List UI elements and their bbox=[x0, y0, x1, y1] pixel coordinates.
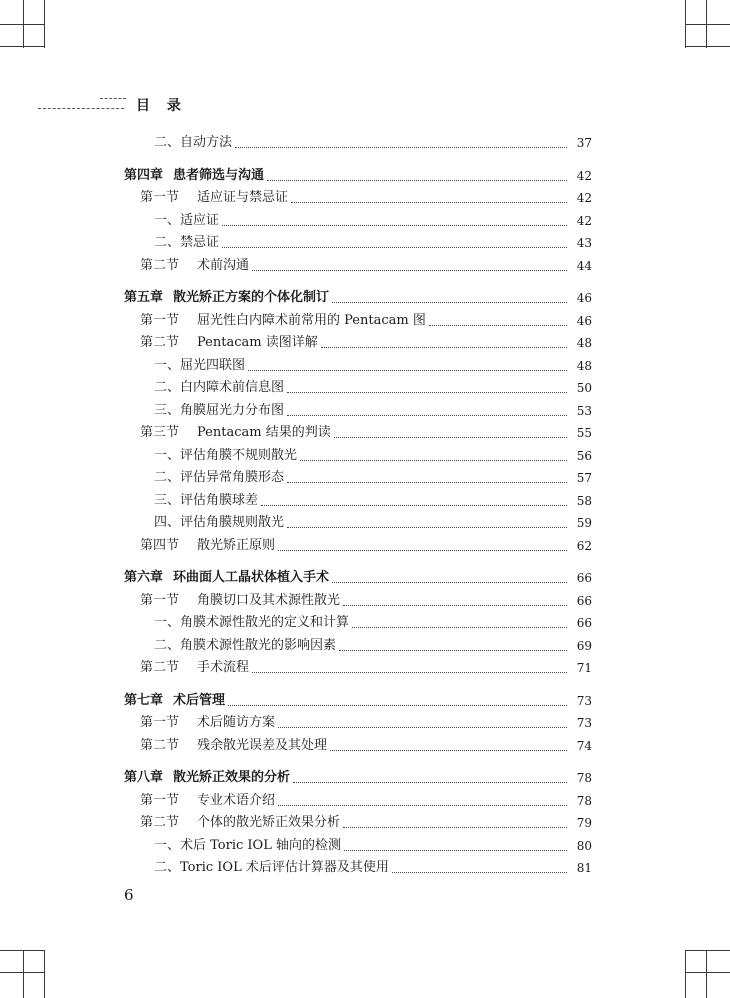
crop-mark bbox=[685, 950, 686, 998]
toc-entry-title: 术后随访方案 bbox=[197, 715, 276, 730]
crop-mark bbox=[44, 950, 45, 998]
toc-entry-number: 第二节 bbox=[140, 335, 180, 350]
dot-leader bbox=[343, 604, 567, 606]
toc-section-row[interactable] bbox=[0, 790, 730, 812]
toc-page-number: 73 bbox=[576, 693, 592, 708]
dot-leader bbox=[228, 704, 567, 706]
dot-leader bbox=[352, 626, 567, 628]
dot-leader bbox=[278, 726, 567, 728]
toc-section-row[interactable] bbox=[0, 332, 730, 354]
toc-item-row[interactable] bbox=[0, 857, 730, 879]
toc-page-number: 80 bbox=[576, 838, 592, 853]
dot-leader bbox=[344, 849, 567, 851]
crop-mark bbox=[685, 950, 730, 951]
toc-entry-title: 专业术语介绍 bbox=[197, 792, 276, 808]
toc-entry-number: 第一节 bbox=[140, 312, 180, 328]
toc-page-number: 73 bbox=[576, 716, 592, 730]
toc-page-number: 48 bbox=[576, 358, 592, 373]
toc-page-number: 66 bbox=[576, 593, 592, 608]
toc-entry-title: 残余散光误差及其处理 bbox=[197, 737, 328, 753]
toc-entry-title: 四、评估角膜规则散光 bbox=[154, 515, 285, 530]
dot-leader bbox=[332, 581, 567, 583]
toc-entry-number: 第八章 bbox=[124, 770, 164, 785]
toc-chapter-row[interactable] bbox=[0, 287, 730, 309]
toc-section-row[interactable] bbox=[0, 712, 730, 734]
toc-item-row[interactable] bbox=[0, 467, 730, 489]
toc-item-row[interactable] bbox=[0, 210, 730, 232]
toc-section-row[interactable] bbox=[0, 535, 730, 557]
toc-entry-title: 屈光性白内障术前常用的 Pentacam 图 bbox=[197, 312, 426, 328]
crop-mark bbox=[0, 972, 44, 973]
toc-item-row[interactable] bbox=[0, 400, 730, 422]
dot-leader bbox=[287, 481, 567, 483]
toc-entry-number: 第一节 bbox=[140, 792, 180, 808]
dot-leader bbox=[248, 369, 567, 371]
dot-leader bbox=[429, 324, 567, 326]
toc-chapter-row[interactable] bbox=[0, 567, 730, 589]
toc-entry-title: 一、角膜术源性散光的定义和计算 bbox=[154, 615, 350, 630]
header-rule bbox=[100, 98, 126, 99]
dot-leader bbox=[261, 504, 567, 506]
crop-mark bbox=[0, 950, 44, 951]
toc-section-row[interactable] bbox=[0, 422, 730, 444]
toc-page-number: 48 bbox=[576, 336, 592, 350]
dot-leader bbox=[267, 179, 567, 181]
toc-page-number: 62 bbox=[576, 538, 592, 553]
toc-page-number: 81 bbox=[576, 861, 592, 875]
toc-section-row[interactable] bbox=[0, 255, 730, 277]
toc-page-number: 69 bbox=[576, 638, 592, 653]
toc-entry-number: 第二节 bbox=[140, 737, 180, 753]
toc-entry-title: 二、评估异常角膜形态 bbox=[154, 470, 285, 485]
dot-leader bbox=[287, 526, 567, 528]
toc-page-number: 66 bbox=[576, 571, 592, 585]
crop-mark bbox=[23, 950, 24, 998]
toc-entry-number: 第四章 bbox=[124, 167, 164, 183]
toc-page-number: 74 bbox=[576, 738, 592, 753]
toc-entry-title: 二、禁忌证 bbox=[154, 235, 220, 250]
toc-entry-title: 术前沟通 bbox=[197, 257, 250, 273]
toc-entry-number: 第一节 bbox=[140, 715, 180, 730]
toc-page-number: 57 bbox=[576, 471, 592, 485]
dot-leader bbox=[278, 549, 567, 551]
dot-leader bbox=[334, 436, 567, 438]
toc-entry-number: 第三节 bbox=[140, 425, 180, 440]
toc-page-number: 66 bbox=[576, 616, 592, 630]
toc-section-row[interactable] bbox=[0, 310, 730, 332]
dot-leader bbox=[287, 391, 567, 393]
toc-item-row[interactable] bbox=[0, 490, 730, 512]
toc-entry-title: Pentacam 结果的判读 bbox=[197, 425, 331, 440]
toc-section-row[interactable] bbox=[0, 590, 730, 612]
dot-leader bbox=[252, 671, 567, 673]
toc-page-number: 79 bbox=[576, 816, 592, 830]
toc-page-number: 42 bbox=[576, 213, 592, 228]
dot-leader bbox=[291, 201, 567, 203]
toc-page-number: 42 bbox=[576, 191, 592, 205]
toc-chapter-row[interactable] bbox=[0, 165, 730, 187]
dot-leader bbox=[392, 871, 567, 873]
toc-item-row[interactable] bbox=[0, 132, 730, 154]
toc-entry-title: 二、白内障术前信息图 bbox=[154, 380, 285, 395]
crop-mark bbox=[44, 0, 45, 48]
crop-mark bbox=[685, 46, 730, 47]
toc-entry-title: 散光矫正方案的个体化制订 bbox=[173, 290, 330, 305]
toc-page-number: 37 bbox=[576, 136, 592, 150]
toc-entry-title: 适应证与禁忌证 bbox=[197, 190, 289, 205]
toc-page-number: 58 bbox=[576, 493, 592, 508]
toc-page-number: 55 bbox=[576, 426, 592, 440]
toc-entry-number: 第二节 bbox=[140, 257, 180, 273]
crop-mark bbox=[706, 950, 707, 998]
toc-entry-title: 患者筛选与沟通 bbox=[173, 167, 265, 183]
toc-entry-number: 第一节 bbox=[140, 190, 180, 205]
toc-item-row[interactable] bbox=[0, 635, 730, 657]
crop-mark bbox=[685, 972, 730, 973]
dot-leader bbox=[293, 781, 567, 783]
toc-entry-title: 一、术后 Toric IOL 轴向的检测 bbox=[154, 837, 341, 853]
toc-page-number: 71 bbox=[576, 661, 592, 675]
toc-entry-title: 个体的散光矫正效果分析 bbox=[197, 815, 341, 830]
page-number: 6 bbox=[124, 886, 134, 904]
toc-entry-title: 二、Toric IOL 术后评估计算器及其使用 bbox=[154, 860, 389, 875]
dot-leader bbox=[222, 224, 567, 226]
toc-page-number: 42 bbox=[576, 168, 592, 183]
toc-page-number: 59 bbox=[576, 516, 592, 530]
dot-leader bbox=[330, 749, 567, 751]
toc-entry-number: 第七章 bbox=[124, 692, 164, 708]
toc-section-row[interactable] bbox=[0, 187, 730, 209]
toc-item-row[interactable] bbox=[0, 445, 730, 467]
crop-mark bbox=[0, 24, 44, 25]
toc-entry-number: 第二节 bbox=[140, 660, 180, 675]
toc-page-number: 46 bbox=[576, 291, 592, 305]
dot-leader bbox=[287, 414, 567, 416]
dot-leader bbox=[321, 346, 567, 348]
dot-leader bbox=[235, 146, 567, 148]
toc-item-row[interactable] bbox=[0, 377, 730, 399]
toc-entry-title: 三、评估角膜球差 bbox=[154, 492, 259, 508]
toc-page-number: 44 bbox=[576, 258, 592, 273]
toc-section-row[interactable] bbox=[0, 812, 730, 834]
dot-leader bbox=[278, 804, 567, 806]
toc-page-number: 53 bbox=[576, 403, 592, 418]
toc-entry-number: 第四节 bbox=[140, 537, 180, 553]
toc-entry-title: 散光矫正原则 bbox=[197, 537, 276, 553]
toc-entry-number: 第二节 bbox=[140, 815, 180, 830]
toc-section-row[interactable] bbox=[0, 657, 730, 679]
toc-item-row[interactable] bbox=[0, 612, 730, 634]
dot-leader bbox=[332, 301, 567, 303]
toc-page-number: 43 bbox=[576, 236, 592, 250]
header-rule bbox=[38, 108, 124, 109]
toc-entry-title: 三、角膜屈光力分布图 bbox=[154, 402, 285, 418]
dot-leader bbox=[252, 269, 567, 271]
toc-page-number: 78 bbox=[576, 793, 592, 808]
toc-section-row[interactable] bbox=[0, 735, 730, 757]
dot-leader bbox=[339, 649, 567, 651]
header-title: 目 录 bbox=[136, 98, 187, 114]
toc-chapter-row[interactable] bbox=[0, 690, 730, 712]
toc-entry-title: 手术流程 bbox=[197, 660, 250, 675]
toc-item-row[interactable] bbox=[0, 835, 730, 857]
toc-entry-number: 第一节 bbox=[140, 592, 180, 608]
toc-item-row[interactable] bbox=[0, 232, 730, 254]
dot-leader bbox=[222, 246, 567, 248]
toc-chapter-row[interactable] bbox=[0, 767, 730, 789]
toc-entry-title: 散光矫正效果的分析 bbox=[173, 770, 291, 785]
crop-mark bbox=[685, 24, 730, 25]
toc-entry-title: 角膜切口及其术源性散光 bbox=[197, 592, 341, 608]
toc-page-number: 50 bbox=[576, 381, 592, 395]
toc-entry-title: 一、评估角膜不规则散光 bbox=[154, 447, 298, 463]
toc-entry-title: 环曲面人工晶状体植入手术 bbox=[173, 570, 330, 585]
toc-entry-title: 术后管理 bbox=[173, 692, 226, 708]
toc-entry-number: 第六章 bbox=[124, 570, 164, 585]
toc-entry-title: 二、角膜术源性散光的影响因素 bbox=[154, 637, 337, 653]
toc-page-number: 78 bbox=[576, 771, 592, 785]
toc-entry-title: Pentacam 读图详解 bbox=[197, 335, 318, 350]
toc-entry-title: 一、屈光四联图 bbox=[154, 357, 246, 373]
toc-page-number: 46 bbox=[576, 313, 592, 328]
toc-item-row[interactable] bbox=[0, 355, 730, 377]
dot-leader bbox=[300, 459, 567, 461]
toc-item-row[interactable] bbox=[0, 512, 730, 534]
dot-leader bbox=[343, 826, 567, 828]
toc-page-number: 56 bbox=[576, 448, 592, 463]
crop-mark bbox=[0, 46, 44, 47]
toc-entry-title: 二、自动方法 bbox=[154, 135, 233, 150]
toc-entry-title: 一、适应证 bbox=[154, 212, 220, 228]
toc-entry-number: 第五章 bbox=[124, 290, 164, 305]
